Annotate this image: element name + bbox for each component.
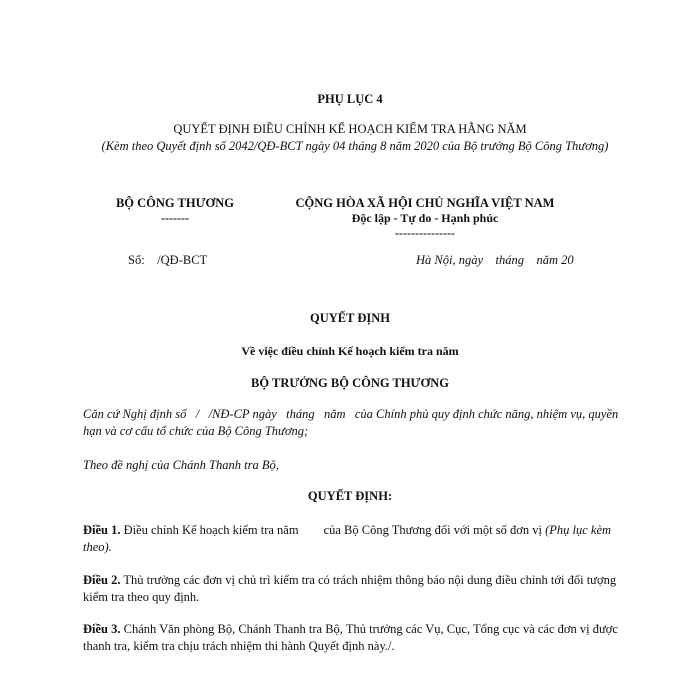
article-2 [83,572,623,606]
national-title: CỘNG HÒA XÃ HỘI CHỦ NGHĨA VIỆT NAM [295,196,555,210]
ministry-name: BỘ CÔNG THƯƠNG [115,196,235,210]
national-motto: Độc lập - Tự do - Hạnh phúc [351,211,499,225]
article-3-text: Chánh Văn phòng Bộ, Chánh Thanh tra Bộ, Thủ trưởng các Vụ, Cục, Tổng cục và các đơn vị được thanh tra, kiểm tra chịu trách nhiệm thi hành Quyết định này./. [83,622,618,653]
document-number: Số: /QĐ-BCT [128,253,208,267]
ministry-divider: ------- [161,211,189,225]
article-2-label: Điều 2. [83,573,121,587]
national-title-block [270,196,580,241]
appendix-heading: QUYẾT ĐỊNH ĐIỀU CHỈNH KẾ HOẠCH KIỂM TRA HẰNG NĂM [173,122,527,136]
article-1-italic-tail: (Phụ lục kèm theo). [83,523,615,554]
article-1 [83,522,623,556]
appendix-title: PHỤ LỤC 4 [317,92,383,106]
issuer-block [95,196,255,225]
article-2-text: Thủ trưởng các đơn vị chủ trì kiểm tra có trách nhiệm thông báo nội dung điều chỉnh tới đối tượng kiểm tra theo quy định. [83,573,617,604]
article-1-label: Điều 1. [83,523,121,537]
attachment-note: (Kèm theo Quyết định số 2042/QĐ-BCT ngày 04 tháng 8 năm 2020 của Bộ trưởng Bộ Công Thương) [101,139,609,153]
article-3-label: Điều 3. [83,622,121,636]
decides-heading: QUYẾT ĐỊNH: [307,489,393,503]
article-3 [83,621,623,655]
minister-title: BỘ TRƯỞNG BỘ CÔNG THƯƠNG [251,376,449,390]
legal-basis: Căn cứ Nghị định số / /NĐ-CP ngày tháng năm của Chính phủ quy định chức năng, nhiệm vụ, quyền hạn và cơ cấu tổ chức của Bộ Công Thương; [83,407,622,438]
proposal-line: Theo đề nghị của Chánh Thanh tra Bộ, [83,458,279,472]
decision-subject: Về việc điều chỉnh Kế hoạch kiểm tra năm [241,344,459,358]
article-1-text: Điều chỉnh Kế hoạch kiểm tra năm của Bộ Công Thương đối với một số đơn vị [120,523,546,537]
place-date: Hà Nội, ngày tháng năm 20 [416,253,574,267]
motto-divider: --------------- [395,226,455,240]
decision-title: QUYẾT ĐỊNH [310,311,390,325]
